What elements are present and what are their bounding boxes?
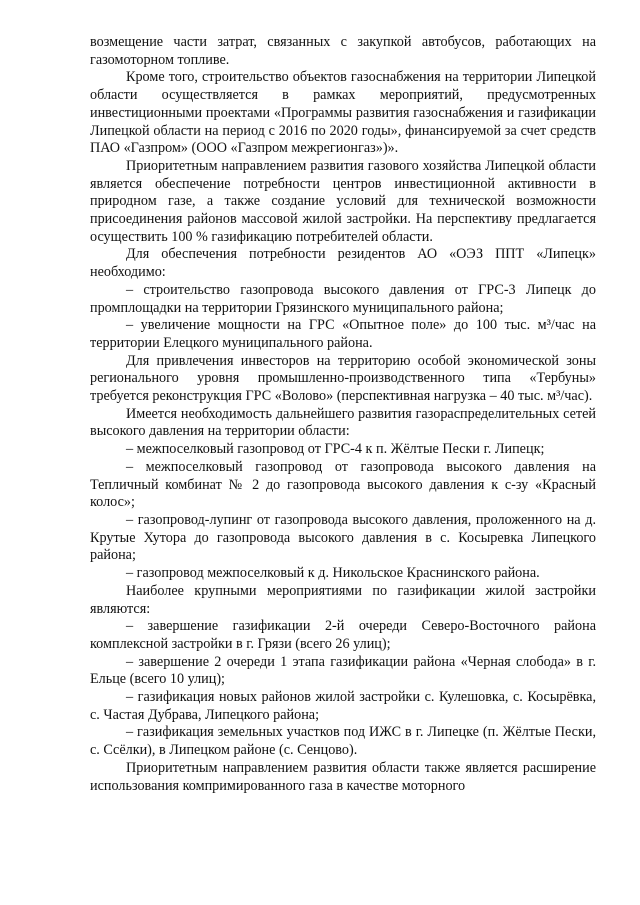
- list-item: – газопровод межпоселковый к д. Никольское Краснинского района.: [126, 565, 540, 582]
- list-item: – межпоселковый газопровод от ГРС-4 к п. Жёлтые Пески г. Липецк;: [126, 441, 545, 458]
- list-item: – увеличение мощности на ГРС «Опытное поле» до 100 тыс. м³/час на территории Елецкого муниципального района.: [90, 317, 596, 351]
- paragraph: Для привлечения инвесторов на территорию особой экономической зоны регионального уровня промышленно-производственного типа «Тербуны» требуется реконструкция ГРС «Волово» (перспективная нагрузка – 40 тыс. м³/час).: [90, 352, 596, 405]
- document-body: [90, 34, 596, 795]
- paragraph: Приоритетным направлением развития газового хозяйства Липецкой области является обеспечение потребности центров инвестиционной активности в природном газе, а также создание условий для технической возможности присоединения районов массовой жилой застройки. На перспективу предлагается осуществить 100 % газификацию потребителей области.: [90, 157, 596, 245]
- paragraph: Наиболее крупными мероприятиями по газификации жилой застройки являются:: [90, 582, 596, 617]
- paragraph: возмещение части затрат, связанных с закупкой автобусов, работающих на газомоторном топливе.: [90, 34, 596, 68]
- paragraph: Для обеспечения потребности резидентов АО «ОЭЗ ППТ «Липецк» необходимо:: [90, 246, 596, 281]
- list-item: – завершение газификации 2-й очереди Северо-Восточного района комплексной застройки в г. Грязи (всего 26 улиц);: [90, 618, 596, 652]
- list-item: – межпоселковый газопровод от газопровода высокого давления на Тепличный комбинат № 2 до газопровода высокого давления к с-зу «Красный колос»;: [90, 458, 596, 511]
- list-item: – газификация новых районов жилой застройки с. Кулешовка, с. Косырёвка, с. Частая Дубрава, Липецкого района;: [90, 689, 596, 723]
- list-item: – строительство газопровода высокого давления от ГРС-3 Липецк до промплощадки на территории Грязинского муниципального района;: [90, 281, 596, 316]
- paragraph: Кроме того, строительство объектов газоснабжения на территории Липецкой области осуществляется в рамках мероприятий, предусмотренных инвестиционными проектами «Программы развития газоснабжения и газификации Липецкой области на период с 2016 по 2020 годы», финансируемой за счет средств ПАО «Газпром» (ООО «Газпром межрегионгаз»)».: [90, 69, 596, 157]
- paragraph: Приоритетным направлением развития области также является расширение использования компримированного газа в качестве моторного: [90, 759, 596, 794]
- paragraph: Имеется необходимость дальнейшего развития газораспределительных сетей высокого давления на территории области:: [90, 405, 596, 440]
- list-item: – завершение 2 очереди 1 этапа газификации района «Черная слобода» в г. Ельце (всего 10 улиц);: [90, 653, 596, 688]
- list-item: – газопровод-лупинг от газопровода высокого давления, проложенного на д. Крутые Хутора до газопровода высокого давления в с. Косыревка Липецкого района;: [90, 511, 596, 564]
- list-item: – газификация земельных участков под ИЖС в г. Липецке (п. Жёлтые Пески, с. Ссёлки), в Липецком районе (с. Сенцово).: [90, 724, 596, 759]
